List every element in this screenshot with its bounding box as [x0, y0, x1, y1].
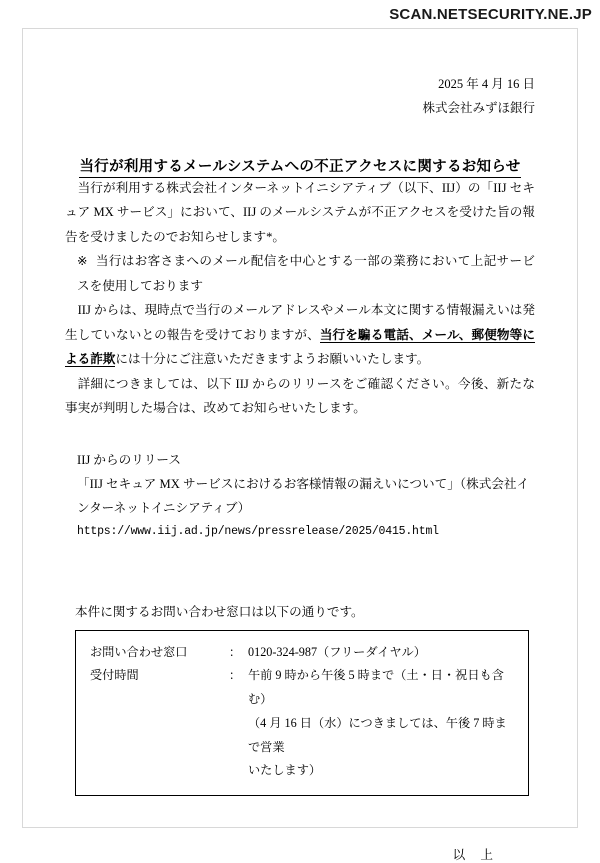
paragraph-2-emphasis: 当行を騙る電話、メール、郵便物等による詐欺	[65, 327, 535, 367]
contact-lead: 本件に関するお問い合わせ窓口は以下の通りです。	[75, 604, 364, 619]
footnote	[65, 249, 535, 298]
contact-colon: ：	[228, 644, 242, 659]
watermark-text: SCAN.NETSECURITY.NE.JP	[389, 6, 592, 23]
contact-value-continuation: （4 月 16 日（水）につきましては、午後 7 時まで営業	[248, 715, 507, 754]
paragraph-2-part2: には十分にご注意いただきますようお願いいたします。	[115, 352, 430, 367]
contact-value: 午前 9 時から午後 5 時まで（土・日・祝日も含む）	[248, 668, 504, 707]
page-title-text: 当行が利用するメールシステムへの不正アクセスに関するお知らせ	[79, 159, 520, 178]
contact-value-continuation: いたします）	[248, 763, 322, 778]
release-url[interactable]: https://www.iij.ad.jp/news/pressrelease/2025/0415.html	[77, 524, 439, 538]
footnote-text: 当行はお客さまへのメール配信を中心とする一部の業務において上記サービスを使用しております	[77, 254, 535, 293]
release-block	[65, 449, 535, 543]
contact-label: 受付時間	[90, 668, 139, 683]
document-date: 2025 年 4 月 16 日	[438, 77, 535, 91]
document-body	[23, 29, 577, 863]
page-title	[65, 155, 535, 176]
contact-colon: ：	[228, 668, 242, 683]
paragraph-2-part1: IIJ からは、現時点で当行のメールアドレスやメール本文に関する情報漏えいは発生していないとの報告を受けておりますが、	[65, 303, 535, 342]
paragraph-1: 当行が利用する株式会社インターネットイニシアティブ（以下、IIJ）の「IIJ セキュア MX サービス」において、IIJ のメールシステムが不正アクセスを受けた旨の報告を受けましたのでお知らせします*。	[65, 180, 535, 244]
contact-box	[75, 630, 529, 797]
paragraph-3: 詳細につきましては、以下 IIJ からのリリースをご確認ください。今後、新たな事実が判明した場合は、改めてお知らせいたします。	[65, 376, 535, 416]
release-heading: IIJ からのリリース	[77, 452, 181, 467]
contact-row	[90, 664, 514, 712]
document-page	[22, 28, 578, 863]
contact-value: 0120-324-987（フリーダイヤル）	[248, 644, 426, 659]
paragraph-2	[65, 298, 535, 372]
contact-row	[90, 641, 514, 665]
document-meta	[65, 73, 535, 121]
closing-mark: 以 上	[452, 848, 499, 863]
release-title: 「IIJ セキュア MX サービスにおけるお客様情報の漏えいについて」（株式会社インターネットイニシアティブ）	[77, 476, 530, 515]
footnote-marker: ※	[77, 254, 88, 269]
document-issuer: 株式会社みずほ銀行	[422, 100, 535, 115]
contact-label: お問い合わせ窓口	[90, 644, 188, 659]
